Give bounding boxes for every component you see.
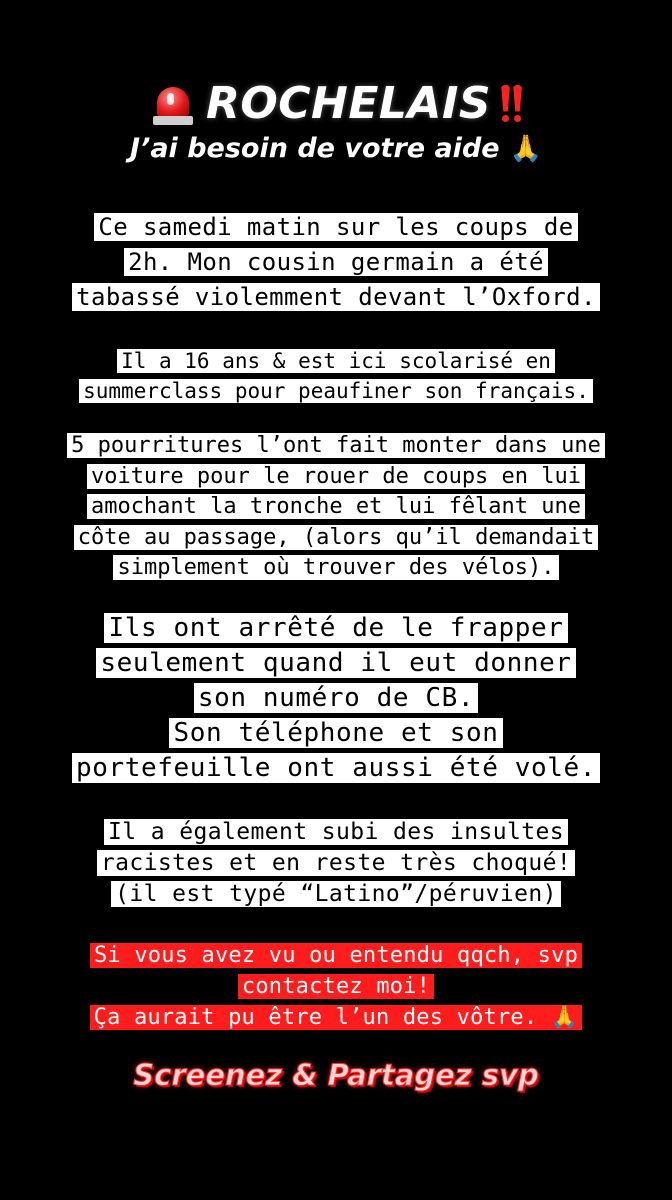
text-line: portefeuille ont aussi été volé.	[72, 753, 600, 783]
subtitle-row	[0, 133, 672, 164]
story-subtitle: J’ai besoin de votre aide	[130, 133, 500, 164]
text-line: 5 pourritures l’ont fait monter dans une	[67, 433, 605, 458]
police-siren-icon	[150, 81, 196, 127]
text-line: Son téléphone et son	[169, 718, 502, 748]
text-line: voiture pour le rouer de coups en lui	[87, 464, 585, 489]
folded-hands-icon: 🙏	[509, 133, 542, 164]
text-line: Il a également subi des insultes	[104, 819, 568, 845]
paragraph-victim	[0, 346, 672, 406]
text-line: simplement où trouver des vélos).	[113, 555, 558, 580]
title-row	[0, 78, 672, 129]
text-line: (il est typé “Latino”/péruvien)	[111, 881, 561, 907]
paragraph-insults	[0, 817, 672, 910]
paragraph-call-to-action	[0, 940, 672, 1033]
text-line: Il a 16 ans & est ici scolarisé en	[117, 349, 555, 373]
text-line: tabassé violemment devant l’Oxford.	[72, 283, 600, 311]
double-exclamation-icon	[501, 85, 522, 123]
share-caption: Screenez & Partagez svp	[133, 1058, 539, 1092]
text-line: côte au passage, (alors qu’il demandait	[74, 525, 599, 550]
paragraph-attack	[0, 431, 672, 584]
text-line: 2h. Mon cousin germain a été	[124, 248, 548, 276]
story-title: ROCHELAIS	[205, 78, 492, 129]
text-line-with-icon	[90, 1005, 583, 1030]
text-line: summerclass pour peaufiner son français.	[79, 379, 593, 403]
story-header	[0, 78, 672, 164]
text-line: Ils ont arrêté de le frapper	[104, 613, 567, 643]
paragraph-theft	[0, 611, 672, 786]
text-line: son numéro de CB.	[194, 683, 478, 713]
text-line: Ça aurait pu être l’un des vôtre.	[93, 1005, 538, 1030]
text-line: racistes et en reste très choqué!	[97, 850, 575, 876]
text-line: Ce samedi matin sur les coups de	[94, 213, 577, 241]
text-line: seulement quand il eut donner	[96, 648, 575, 678]
text-line: amochant la tronche et lui fêlant une	[87, 494, 585, 519]
text-line: contactez moi!	[238, 974, 434, 999]
folded-hands-icon: 🙏	[550, 1005, 579, 1030]
paragraph-incident	[0, 210, 672, 315]
text-line: Si vous avez vu ou entendu qqch, svp	[90, 943, 582, 968]
